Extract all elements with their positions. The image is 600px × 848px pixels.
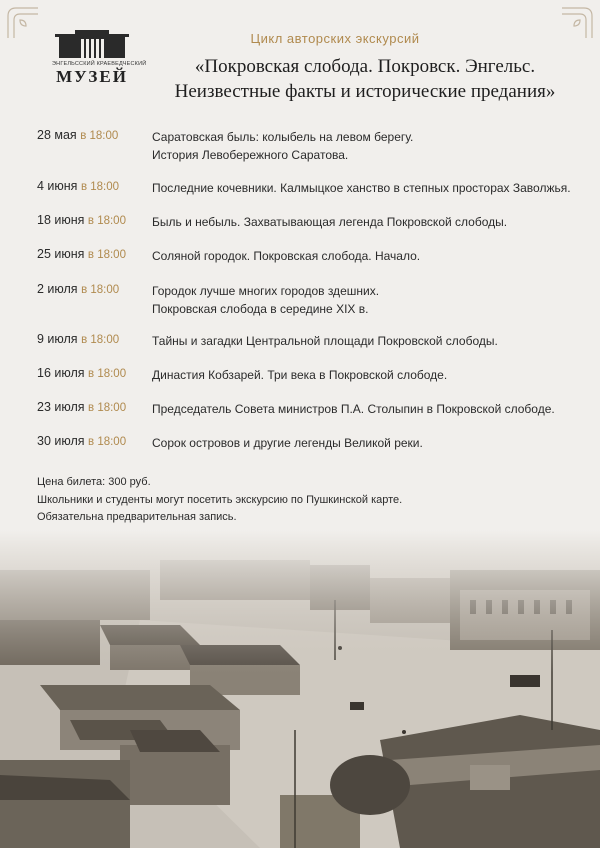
cycle-label: Цикл авторских экскурсий <box>250 31 420 46</box>
event-date: 23 июля в 18:00 <box>37 400 127 414</box>
event-time: в 18:00 <box>81 334 120 346</box>
museum-subtitle: ЭНГЕЛЬССКИЙ КРАЕВЕДЧЕСКИЙ <box>52 61 147 67</box>
event-description: Сорок островов и другие легенды Великой реки. <box>152 436 423 450</box>
event-time: в 18:00 <box>80 130 119 142</box>
event-date: 16 июля в 18:00 <box>37 366 127 380</box>
event-description: Тайны и загадки Центральной площади Покровской слободы. <box>152 334 498 348</box>
event-description: Быль и небыль. Захватывающая легенда Покровской слободы. <box>152 215 508 229</box>
event-description: Саратовская быль: колыбель на левом берегу. История Левобережного Саратова. <box>152 130 414 162</box>
registration-note: Обязательна предварительная запись. <box>37 511 237 523</box>
event-date: 2 июля в 18:00 <box>37 282 120 296</box>
event-date: 28 мая в 18:00 <box>37 128 119 142</box>
event-time: в 18:00 <box>88 436 127 448</box>
event-description: Династия Кобзарей. Три века в Покровской слободе. <box>152 368 448 382</box>
title-line-2: Неизвестные факты и исторические предания» <box>174 81 556 102</box>
event-time: в 18:00 <box>80 181 120 193</box>
event-time: в 18:00 <box>81 284 120 296</box>
event-description: Городок лучше многих городов здешних. Покровская слобода в середине XIX в. <box>152 284 380 316</box>
event-date: 18 июня в 18:00 <box>37 213 126 227</box>
event-description: Последние кочевники. Калмыцкое ханство в степных просторах Заволжья. <box>152 181 571 195</box>
page-title <box>150 54 580 104</box>
event-time: в 18:00 <box>87 215 126 227</box>
event-time: в 18:00 <box>88 368 127 380</box>
event-description: Соляной городок. Покровская слобода. Начало. <box>152 249 421 263</box>
title-line-1: «Покровская слобода. Покровск. Энгельс. <box>194 56 536 77</box>
historical-town-photo <box>0 530 600 848</box>
event-date: 4 июня в 18:00 <box>37 179 120 193</box>
ticket-price: Цена билета: 300 руб. <box>37 476 151 488</box>
event-time: в 18:00 <box>87 249 126 261</box>
event-date: 9 июля в 18:00 <box>37 332 120 346</box>
event-time: в 18:00 <box>88 402 127 414</box>
event-description: Председатель Совета министров П.А. Столыпин в Покровской слободе. <box>152 402 555 416</box>
event-date: 25 июня в 18:00 <box>37 247 126 261</box>
event-date: 30 июля в 18:00 <box>37 434 127 448</box>
pushkin-card-note: Школьники и студенты могут посетить экскурсию по Пушкинской карте. <box>37 493 403 506</box>
museum-name: МУЗЕЙ <box>56 67 128 86</box>
